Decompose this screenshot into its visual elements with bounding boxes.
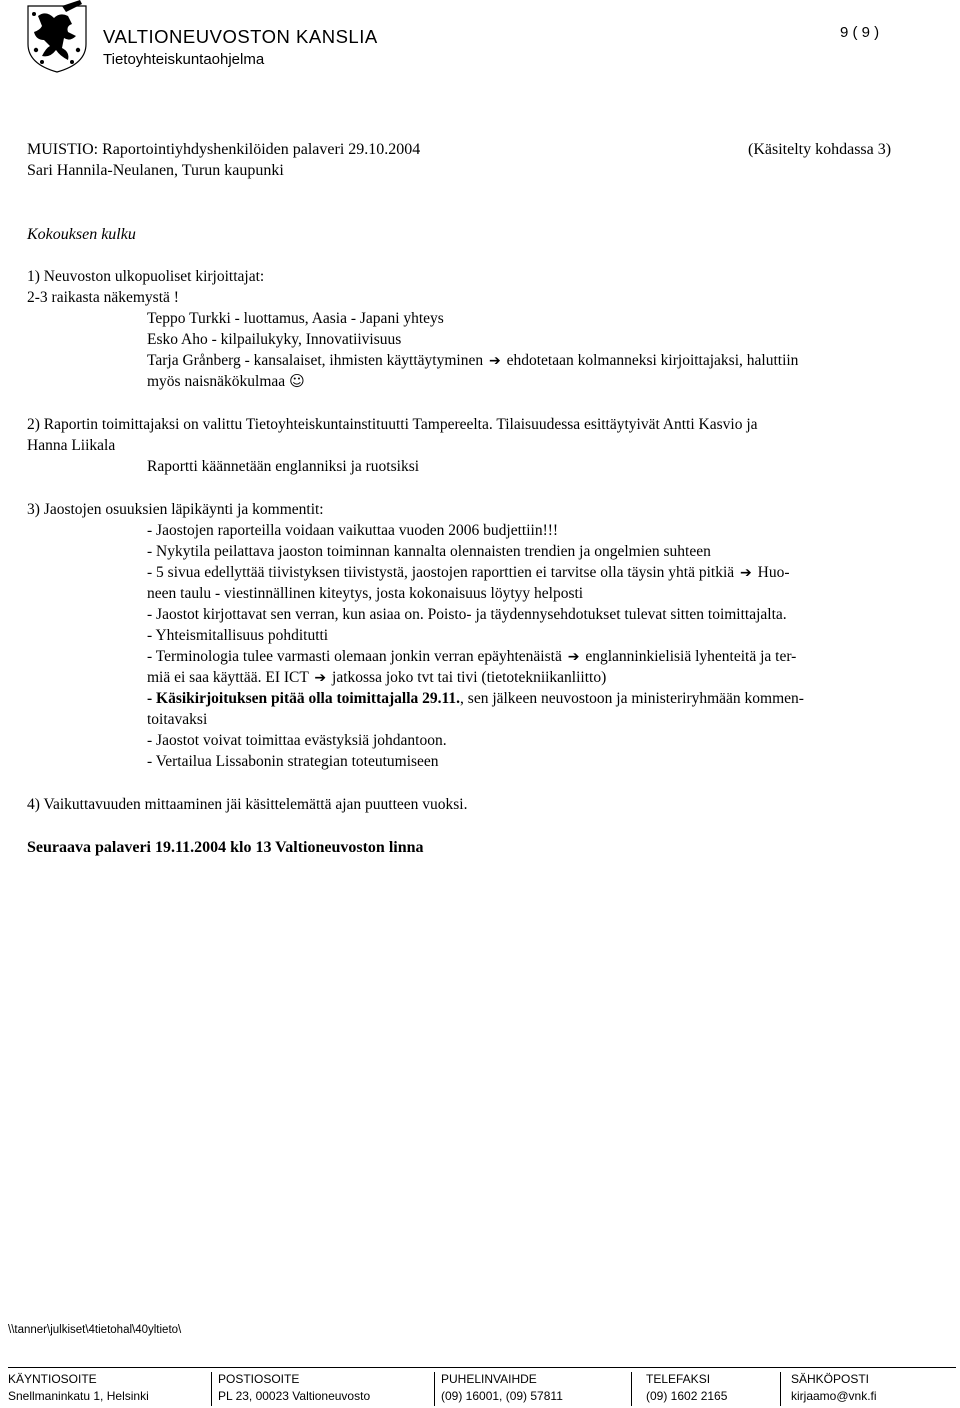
footer-post-label: POSTIOSOITE [218,1372,300,1386]
item-3-bullet-5: - Yhteismitallisuus pohditutti [147,627,329,644]
right-arrow-icon: ➔ [488,353,501,369]
item-3-bullet-9: - Vertailua Lissabonin strategian toteutumiseen [147,753,439,770]
item-3-bullet-6-text-b: englanninkielisiä lyhenteitä ja ter- [585,648,797,665]
item-3-bullet-3 [147,562,790,584]
lion-coat-of-arms-logo [22,0,92,74]
footer-post-value: PL 23, 00023 Valtioneuvosto [218,1389,371,1403]
item-2-line-2: Hanna Liikala [27,437,116,454]
item-1-line-4-text: myös naisnäkökulmaa [147,373,286,390]
item-3-bullet-1: - Jaostojen raporteilla voidaan vaikuttaa vuoden 2006 budjettiin!!! [147,522,559,539]
footer-divider [211,1372,212,1406]
footer-divider [434,1372,435,1406]
item-3-bullet-6 [147,646,796,668]
footer-post [218,1371,370,1405]
item-3-bullet-3-cont: neen taulu - viestinnällinen kiteytys, josta kokonaisuus löytyy helposti [147,585,584,602]
item-3-bullet-3-text-b: Huo- [757,564,790,581]
file-path: \\tanner\julkiset\4tietohal\40yltieto\ [8,1324,182,1336]
item-3-bullet-6-cont [147,667,606,689]
footer-email [791,1371,877,1405]
footer-email-value: kirjaamo@vnk.fi [791,1389,877,1403]
right-arrow-icon: ➔ [314,670,327,686]
footer-divider [780,1372,781,1406]
footer-phone-value: (09) 16001, (09) 57811 [441,1389,563,1403]
item-3-bullet-2: - Nykytila peilattava jaoston toiminnan kannalta olennaisten trendien ja ongelmien suhteen [147,543,711,560]
item-2-line-3: Raportti käännetään englanniksi ja ruotsiksi [147,458,420,475]
item-1-line-3 [147,350,798,372]
item-3-bullet-8: - Jaostot voivat toimittaa evästyksiä johdantoon. [147,732,447,749]
right-arrow-icon: ➔ [740,565,752,581]
smiley-icon: ☺ [289,372,305,390]
item-3-bullet-3-text: - 5 sivua edellyttää tiivistyksen tiivistystä, jaostojen raporttien ei tarvitse olla täysin yhtä pitkiä [147,564,735,581]
item-3-bullet-7-bold: - Käsikirjoituksen pitää olla toimittajalla 29.11. [147,690,461,707]
footer-phone [441,1371,563,1405]
item-2-line-1: 2) Raportin toimittajaksi on valittu Tietoyhteiskuntainstituutti Tampereelta. Tilaisuudessa esittäytyivät Antti Kasvio ja [27,416,758,433]
item-3-bullet-7-cont: toitavaksi [147,711,208,728]
item-3-bullet-6-text-d: jatkossa joko tvt tai tivi (tietotekniikanliitto) [332,669,607,686]
item-1-title: 1) Neuvoston ulkopuoliset kirjoittajat: [27,268,265,285]
page-number: 9 ( 9 ) [840,24,880,41]
section-heading: Kokouksen kulku [27,226,136,243]
footer-visit [8,1371,149,1405]
item-3-bullet-6-text-c: miä ei saa käyttää. EI ICT [147,669,309,686]
item-1-subtitle: 2-3 raikasta näkemystä ! [27,289,179,306]
organization-name: VALTIONEUVOSTON KANSLIA [103,26,378,47]
memo-handled-note: (Käsitelty kohdassa 3) [748,141,892,158]
footer-visit-label: KÄYNTIOSOITE [8,1372,97,1386]
item-3-bullet-7 [147,688,804,709]
footer-divider [631,1372,632,1406]
next-meeting: Seuraava palaveri 19.11.2004 klo 13 Valtioneuvoston linna [27,839,424,856]
footer-email-label: SÄHKÖPOSTI [791,1372,870,1386]
footer-fax-value: (09) 1602 2165 [646,1389,728,1403]
item-1-line-3-text-b: ehdotetaan kolmanneksi kirjoittajaksi, haluttiin [506,352,799,369]
item-1-line-2: Esko Aho - kilpailukyky, Innovatiivisuus [147,331,402,348]
item-4: 4) Vaikuttavuuden mittaaminen jäi käsittelemättä ajan puutteen vuoksi. [27,796,468,813]
program-name: Tietoyhteiskuntaohjelma [103,51,265,68]
item-1-line-3-text: Tarja Grånberg - kansalaiset, ihmisten käyttäytyminen [147,352,484,369]
item-1-line-1: Teppo Turkki - luottamus, Aasia - Japani yhteys [147,310,444,327]
footer-rule [8,1367,956,1368]
item-3-bullet-7-text: , sen jälkeen neuvostoon ja ministeriryhmään kommen- [460,690,804,707]
footer-fax-label: TELEFAKSI [646,1372,711,1386]
item-3-bullet-4: - Jaostot kirjottavat sen verran, kun asiaa on. Poisto- ja täydennysehdotukset tulevat sitten toimittajalta. [147,606,787,623]
memo-title: MUISTIO: Raportointiyhdyshenkilöiden palaveri 29.10.2004 [27,141,421,158]
item-1-line-4 [147,371,305,392]
item-3-title: 3) Jaostojen osuuksien läpikäynti ja kommentit: [27,501,324,518]
footer-phone-label: PUHELINVAIHDE [441,1372,537,1386]
right-arrow-icon: ➔ [567,649,580,665]
footer-visit-value: Snellmaninkatu 1, Helsinki [8,1389,149,1403]
item-3-bullet-6-text: - Terminologia tulee varmasti olemaan jonkin verran epäyhtenäistä [147,648,562,665]
memo-author: Sari Hannila-Neulanen, Turun kaupunki [27,162,284,179]
footer-fax [646,1371,727,1405]
